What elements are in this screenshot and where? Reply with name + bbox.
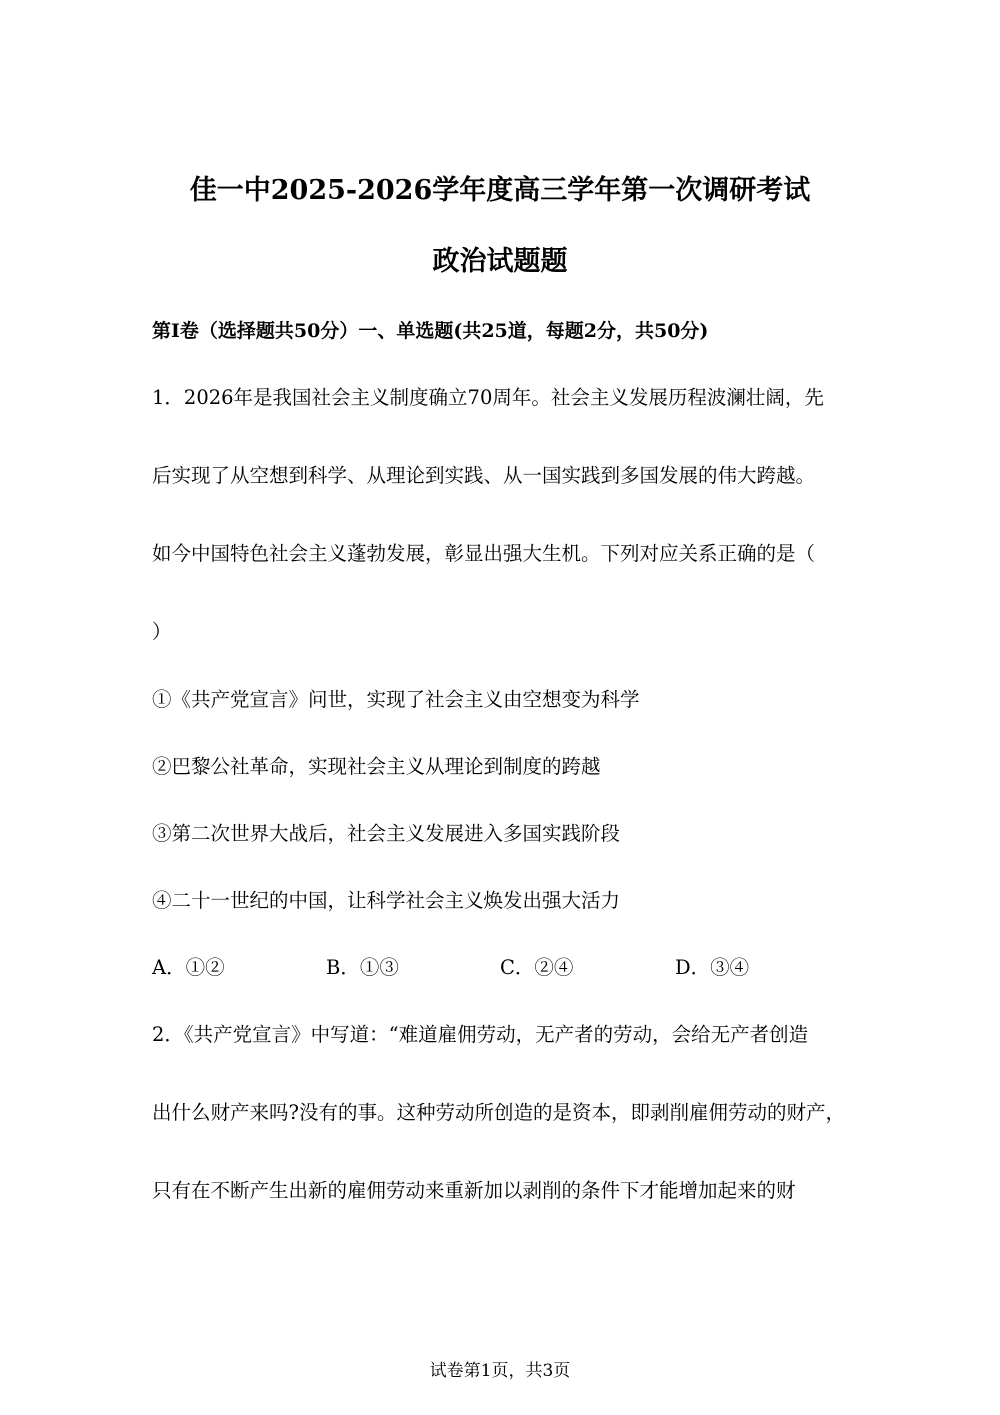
q1-statement: ②巴黎公社革命，实现社会主义从理论到制度的跨越 (152, 755, 601, 778)
q1-statement: ④二十一世纪的中国，让科学社会主义焕发出强大活力 (152, 889, 621, 912)
q2-stem-line: 出什么财产来吗?没有的事。这种劳动所创造的是资本，即剥削雇佣劳动的财产， (152, 1101, 845, 1124)
exam-subtitle: 政治试题题 (432, 246, 568, 277)
q1-option-d: D．③④ (675, 956, 750, 979)
q1-statement: ①《共产党宣言》问世，实现了社会主义由空想变为科学 (152, 688, 640, 711)
q1-stem-line: 如今中国特色社会主义蓬勃发展，彰显出强大生机。下列对应关系正确的是（ (152, 542, 816, 565)
q2-stem-line: 2．《共产党宣言》中写道：“难道雇佣劳动，无产者的劳动，会给无产者创造 (152, 1023, 809, 1046)
q1-option-b: B．①③ (326, 956, 399, 979)
q1-statement: ③第二次世界大战后，社会主义发展进入多国实践阶段 (152, 822, 621, 845)
q1-stem-line: 后实现了从空想到科学、从理论到实践、从一国实践到多国发展的伟大跨越。 (152, 464, 816, 487)
q2-stem-line: 只有在不断产生出新的雇佣劳动来重新加以剥削的条件下才能增加起来的财 (152, 1179, 796, 1202)
q1-option-c: C．②④ (500, 956, 574, 979)
exam-title: 佳一中2025-2026学年度高三学年第一次调研考试 (189, 175, 811, 206)
q1-option-a: A．①② (152, 956, 225, 979)
section-heading: 第I卷（选择题共50分）一、单选题(共25道，每题2分，共50分) (152, 320, 709, 342)
q1-stem-line: 1．2026年是我国社会主义制度确立70周年。社会主义发展历程波澜壮阔，先 (152, 386, 824, 409)
q1-stem-line: ） (152, 620, 172, 643)
page-footer: 试卷第1页，共3页 (429, 1361, 571, 1381)
